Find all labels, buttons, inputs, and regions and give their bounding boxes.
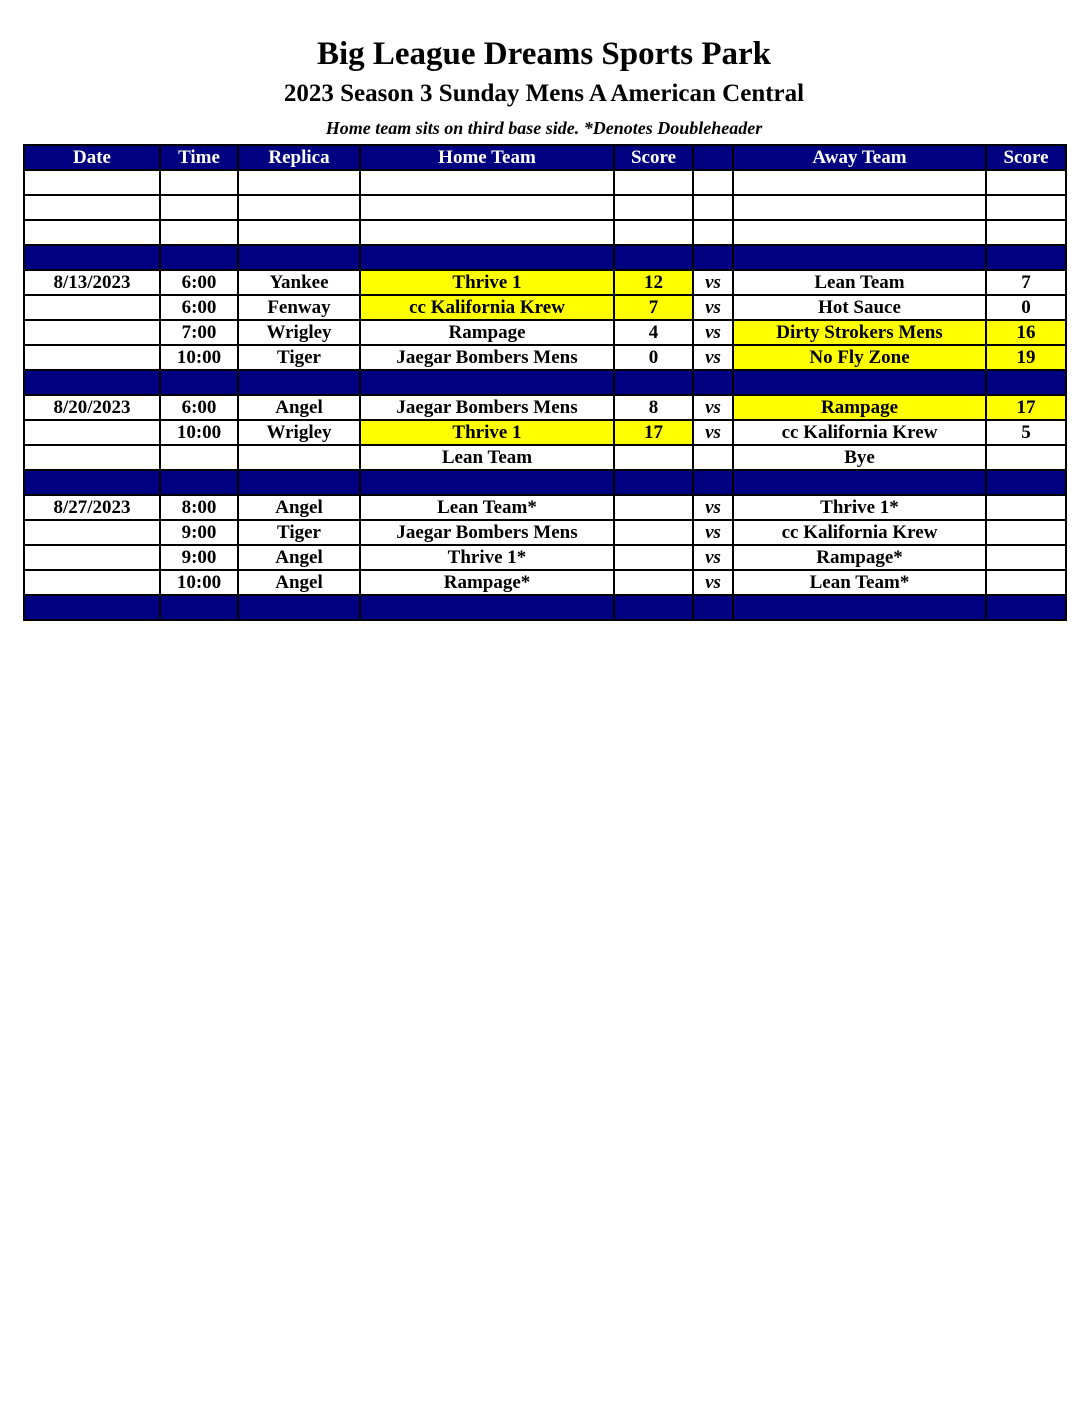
table-row bbox=[24, 270, 1066, 295]
home-team-cell: Rampage bbox=[360, 320, 614, 345]
home-score-cell: 12 bbox=[614, 270, 693, 295]
date-cell bbox=[24, 520, 160, 545]
time-cell: 10:00 bbox=[160, 420, 238, 445]
vs-cell: vs bbox=[693, 295, 733, 320]
away-score-cell: 5 bbox=[986, 420, 1066, 445]
away-score-cell bbox=[986, 520, 1066, 545]
table-row bbox=[24, 520, 1066, 545]
vs-cell bbox=[693, 445, 733, 470]
replica-cell: Wrigley bbox=[238, 420, 360, 445]
time-cell bbox=[160, 170, 238, 195]
away-score-cell bbox=[986, 195, 1066, 220]
vs-cell bbox=[693, 220, 733, 245]
time-cell bbox=[160, 445, 238, 470]
away-score-cell: 16 bbox=[986, 320, 1066, 345]
time-cell: 6:00 bbox=[160, 270, 238, 295]
table-row bbox=[24, 420, 1066, 445]
away-score-cell bbox=[986, 170, 1066, 195]
home-team-cell bbox=[360, 595, 614, 620]
vs-cell bbox=[693, 370, 733, 395]
vs-cell: vs bbox=[693, 345, 733, 370]
replica-cell: Tiger bbox=[238, 345, 360, 370]
home-score-cell bbox=[614, 520, 693, 545]
replica-cell: Angel bbox=[238, 570, 360, 595]
home-team-cell: Jaegar Bombers Mens bbox=[360, 395, 614, 420]
home-score-cell: 4 bbox=[614, 320, 693, 345]
col-header-time: Time bbox=[160, 145, 238, 170]
date-cell bbox=[24, 570, 160, 595]
time-cell bbox=[160, 245, 238, 270]
home-team-cell: Lean Team* bbox=[360, 495, 614, 520]
vs-cell bbox=[693, 470, 733, 495]
date-cell bbox=[24, 420, 160, 445]
date-cell bbox=[24, 470, 160, 495]
date-cell: 8/20/2023 bbox=[24, 395, 160, 420]
replica-cell: Yankee bbox=[238, 270, 360, 295]
replica-cell bbox=[238, 370, 360, 395]
home-team-cell: cc Kalifornia Krew bbox=[360, 295, 614, 320]
schedule-body bbox=[24, 170, 1066, 620]
home-score-cell bbox=[614, 170, 693, 195]
table-row bbox=[24, 545, 1066, 570]
away-team-cell: cc Kalifornia Krew bbox=[733, 520, 986, 545]
home-team-cell bbox=[360, 170, 614, 195]
away-score-cell bbox=[986, 370, 1066, 395]
date-cell bbox=[24, 295, 160, 320]
col-header-replica: Replica bbox=[238, 145, 360, 170]
separator-row bbox=[24, 595, 1066, 620]
blank-row bbox=[24, 220, 1066, 245]
blank-row bbox=[24, 195, 1066, 220]
replica-cell bbox=[238, 220, 360, 245]
date-cell: 8/13/2023 bbox=[24, 270, 160, 295]
date-cell bbox=[24, 545, 160, 570]
time-cell: 9:00 bbox=[160, 545, 238, 570]
vs-cell: vs bbox=[693, 320, 733, 345]
col-header-away-score: Score bbox=[986, 145, 1066, 170]
vs-cell: vs bbox=[693, 545, 733, 570]
home-score-cell bbox=[614, 195, 693, 220]
separator-row bbox=[24, 245, 1066, 270]
home-score-cell: 0 bbox=[614, 345, 693, 370]
date-cell bbox=[24, 595, 160, 620]
replica-cell: Angel bbox=[238, 495, 360, 520]
schedule-note: Home team sits on third base side. *Denotes Doubleheader bbox=[325, 118, 763, 138]
replica-cell: Angel bbox=[238, 545, 360, 570]
home-score-cell bbox=[614, 220, 693, 245]
away-score-cell: 17 bbox=[986, 395, 1066, 420]
home-team-cell bbox=[360, 470, 614, 495]
blank-row bbox=[24, 170, 1066, 195]
away-team-cell: Dirty Strokers Mens bbox=[733, 320, 986, 345]
replica-cell: Fenway bbox=[238, 295, 360, 320]
table-header-row bbox=[24, 145, 1066, 170]
home-team-cell bbox=[360, 195, 614, 220]
vs-cell: vs bbox=[693, 270, 733, 295]
home-team-cell: Jaegar Bombers Mens bbox=[360, 520, 614, 545]
home-team-cell: Thrive 1 bbox=[360, 270, 614, 295]
replica-cell bbox=[238, 595, 360, 620]
time-cell bbox=[160, 220, 238, 245]
date-cell bbox=[24, 220, 160, 245]
away-score-cell bbox=[986, 445, 1066, 470]
home-score-cell bbox=[614, 245, 693, 270]
replica-cell bbox=[238, 195, 360, 220]
home-team-cell bbox=[360, 370, 614, 395]
time-cell: 6:00 bbox=[160, 295, 238, 320]
home-team-cell: Jaegar Bombers Mens bbox=[360, 345, 614, 370]
time-cell: 10:00 bbox=[160, 570, 238, 595]
date-cell bbox=[24, 245, 160, 270]
col-header-home-score: Score bbox=[614, 145, 693, 170]
vs-cell bbox=[693, 595, 733, 620]
vs-cell: vs bbox=[693, 420, 733, 445]
date-cell bbox=[24, 195, 160, 220]
date-cell bbox=[24, 370, 160, 395]
home-score-cell bbox=[614, 570, 693, 595]
table-row bbox=[24, 345, 1066, 370]
away-score-cell: 7 bbox=[986, 270, 1066, 295]
away-score-cell bbox=[986, 595, 1066, 620]
time-cell: 8:00 bbox=[160, 495, 238, 520]
replica-cell bbox=[238, 470, 360, 495]
table-row bbox=[24, 570, 1066, 595]
separator-row bbox=[24, 470, 1066, 495]
col-header-away-team: Away Team bbox=[733, 145, 986, 170]
vs-cell: vs bbox=[693, 570, 733, 595]
date-cell: 8/27/2023 bbox=[24, 495, 160, 520]
away-team-cell: cc Kalifornia Krew bbox=[733, 420, 986, 445]
replica-cell bbox=[238, 445, 360, 470]
replica-cell: Angel bbox=[238, 395, 360, 420]
col-header-vs bbox=[693, 145, 733, 170]
home-team-cell: Thrive 1 bbox=[360, 420, 614, 445]
away-team-cell bbox=[733, 595, 986, 620]
date-cell bbox=[24, 445, 160, 470]
home-team-cell: Rampage* bbox=[360, 570, 614, 595]
home-score-cell bbox=[614, 595, 693, 620]
home-score-cell: 8 bbox=[614, 395, 693, 420]
table-row bbox=[24, 295, 1066, 320]
away-score-cell bbox=[986, 545, 1066, 570]
away-score-cell: 19 bbox=[986, 345, 1066, 370]
replica-cell bbox=[238, 245, 360, 270]
away-team-cell: Thrive 1* bbox=[733, 495, 986, 520]
time-cell: 7:00 bbox=[160, 320, 238, 345]
table-row bbox=[24, 445, 1066, 470]
time-cell bbox=[160, 470, 238, 495]
away-team-cell bbox=[733, 195, 986, 220]
replica-cell bbox=[238, 170, 360, 195]
date-cell bbox=[24, 320, 160, 345]
home-score-cell bbox=[614, 545, 693, 570]
replica-cell: Wrigley bbox=[238, 320, 360, 345]
time-cell bbox=[160, 195, 238, 220]
away-team-cell: Bye bbox=[733, 445, 986, 470]
away-score-cell bbox=[986, 245, 1066, 270]
away-team-cell: Rampage* bbox=[733, 545, 986, 570]
replica-cell: Tiger bbox=[238, 520, 360, 545]
time-cell bbox=[160, 370, 238, 395]
away-team-cell: No Fly Zone bbox=[733, 345, 986, 370]
home-team-cell: Thrive 1* bbox=[360, 545, 614, 570]
table-row bbox=[24, 395, 1066, 420]
away-team-cell: Lean Team* bbox=[733, 570, 986, 595]
col-header-home-team: Home Team bbox=[360, 145, 614, 170]
away-score-cell bbox=[986, 470, 1066, 495]
away-score-cell: 0 bbox=[986, 295, 1066, 320]
away-team-cell: Hot Sauce bbox=[733, 295, 986, 320]
away-score-cell bbox=[986, 570, 1066, 595]
date-cell bbox=[24, 170, 160, 195]
home-score-cell bbox=[614, 445, 693, 470]
home-score-cell bbox=[614, 370, 693, 395]
separator-row bbox=[24, 370, 1066, 395]
home-score-cell bbox=[614, 495, 693, 520]
time-cell: 9:00 bbox=[160, 520, 238, 545]
away-team-cell: Rampage bbox=[733, 395, 986, 420]
home-score-cell: 7 bbox=[614, 295, 693, 320]
col-header-date: Date bbox=[24, 145, 160, 170]
vs-cell: vs bbox=[693, 495, 733, 520]
table-row bbox=[24, 495, 1066, 520]
date-cell bbox=[24, 345, 160, 370]
away-team-cell bbox=[733, 170, 986, 195]
vs-cell: vs bbox=[693, 395, 733, 420]
vs-cell bbox=[693, 195, 733, 220]
away-score-cell bbox=[986, 495, 1066, 520]
vs-cell bbox=[693, 245, 733, 270]
page-title: Big League Dreams Sports Park bbox=[316, 36, 772, 72]
away-team-cell: Lean Team bbox=[733, 270, 986, 295]
home-score-cell: 17 bbox=[614, 420, 693, 445]
home-team-cell bbox=[360, 245, 614, 270]
home-team-cell bbox=[360, 220, 614, 245]
page-subtitle: 2023 Season 3 Sunday Mens A American Central bbox=[283, 80, 805, 107]
time-cell bbox=[160, 595, 238, 620]
table-row bbox=[24, 320, 1066, 345]
away-score-cell bbox=[986, 220, 1066, 245]
away-team-cell bbox=[733, 220, 986, 245]
away-team-cell bbox=[733, 470, 986, 495]
time-cell: 10:00 bbox=[160, 345, 238, 370]
home-team-cell: Lean Team bbox=[360, 445, 614, 470]
time-cell: 6:00 bbox=[160, 395, 238, 420]
vs-cell: vs bbox=[693, 520, 733, 545]
away-team-cell bbox=[733, 370, 986, 395]
away-team-cell bbox=[733, 245, 986, 270]
vs-cell bbox=[693, 170, 733, 195]
schedule-table bbox=[23, 144, 1067, 621]
home-score-cell bbox=[614, 470, 693, 495]
